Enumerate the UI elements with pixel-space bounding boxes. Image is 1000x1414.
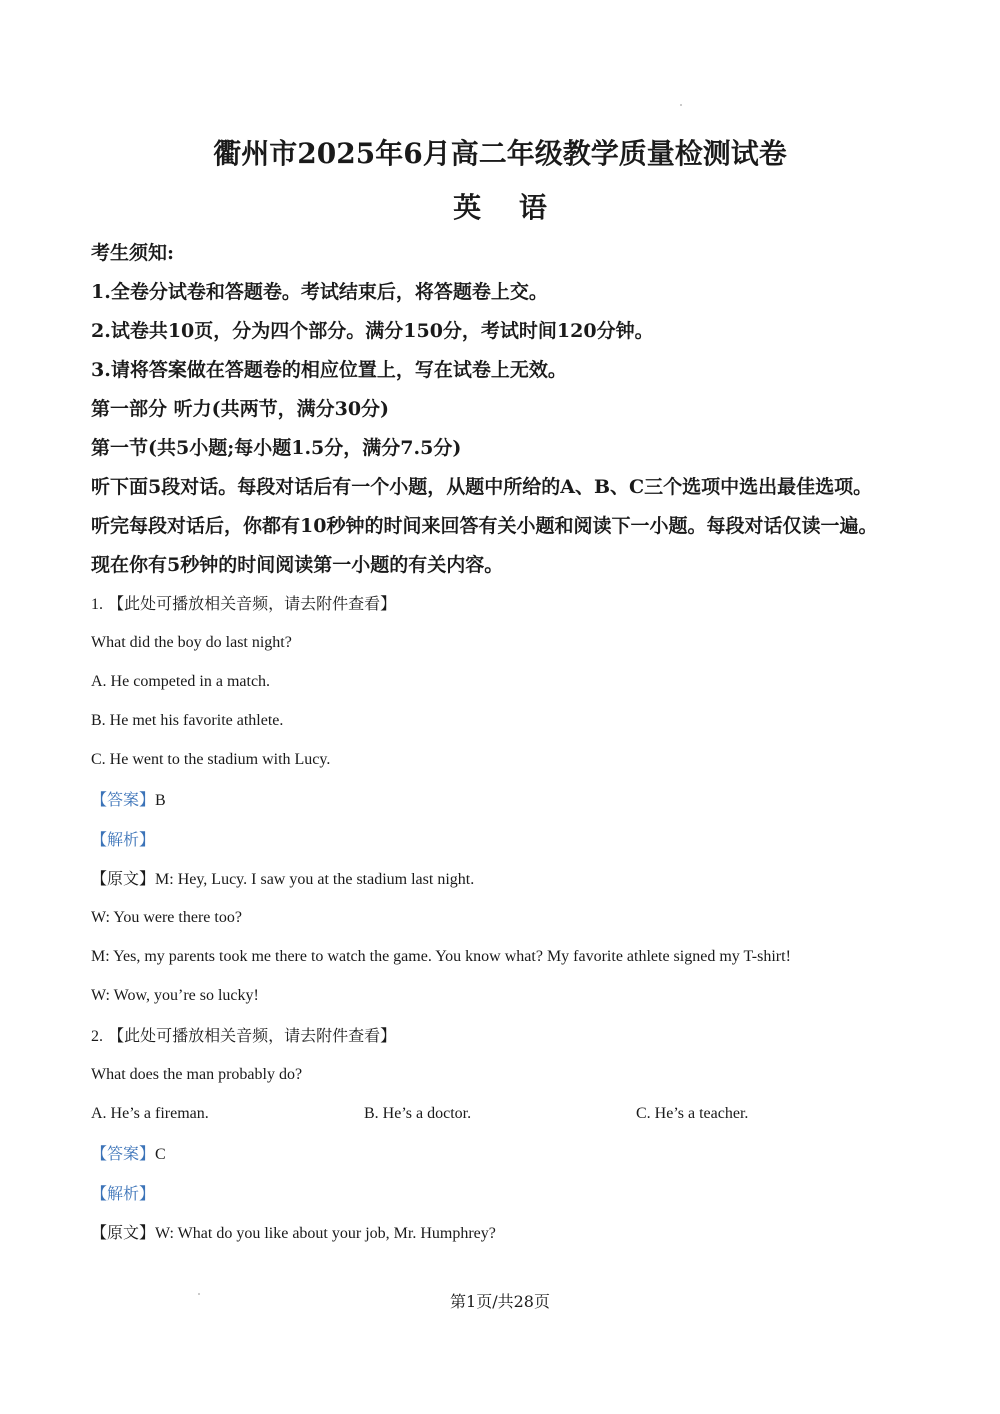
q2-option-c: C. He’s a teacher. bbox=[636, 1105, 749, 1122]
notice-item-1: 1.全卷分试卷和答题卷。考试结束后，将答题卷上交。 bbox=[91, 281, 548, 303]
q2-option-b: B. He’s a doctor. bbox=[364, 1105, 472, 1122]
q1-transcript-1 bbox=[91, 867, 474, 892]
q2-transcript-1 bbox=[91, 1221, 496, 1246]
q2-header bbox=[91, 1024, 396, 1049]
exam-subject: 英 语 bbox=[453, 191, 561, 224]
q2-number: 2. bbox=[91, 1028, 103, 1045]
q1-option-a: A. He competed in a match. bbox=[91, 673, 271, 690]
q1-answer-value: B bbox=[155, 792, 166, 809]
q2-transcript-line: W: What do you like about your job, Mr. Humphrey? bbox=[155, 1225, 496, 1242]
q1-header bbox=[91, 592, 396, 617]
q1-answer bbox=[91, 788, 166, 813]
q1-option-b: B. He met his favorite athlete. bbox=[91, 712, 284, 729]
section-part-heading: 第一部分 听力(共两节，满分30分) bbox=[91, 398, 390, 420]
q1-transcript-label: 【原文】 bbox=[91, 869, 156, 888]
page-footer: 第1页/共28页 bbox=[450, 1292, 550, 1311]
notice-item-2: 2.试卷共10页，分为四个部分。满分150分，考试时间120分钟。 bbox=[91, 320, 654, 342]
section-subheading: 第一节(共5小题;每小题1.5分，满分7.5分) bbox=[91, 437, 462, 459]
q2-audio-link[interactable]: 【此处可播放相关音频，请去附件查看】 bbox=[108, 1026, 397, 1045]
instruction-line-1: 听下面5段对话。每段对话后有一个小题，从题中所给的A、B、C三个选项中选出最佳选项。 bbox=[91, 476, 873, 498]
q1-audio-link[interactable]: 【此处可播放相关音频，请去附件查看】 bbox=[108, 594, 397, 613]
q2-question: What does the man probably do? bbox=[91, 1066, 303, 1083]
q2-answer-value: C bbox=[155, 1146, 166, 1163]
q2-transcript-label: 【原文】 bbox=[91, 1223, 156, 1242]
q1-transcript-line: M: Hey, Lucy. I saw you at the stadium last night. bbox=[155, 871, 475, 888]
q2-answer-label: 【答案】 bbox=[91, 1144, 156, 1163]
instruction-line-2: 听完每段对话后，你都有10秒钟的时间来回答有关小题和阅读下一小题。每段对话仅读一遍。 bbox=[91, 515, 878, 537]
q1-transcript-4: W: Wow, you’re so lucky! bbox=[91, 987, 259, 1004]
exam-title: 衢州市2025年6月高二年级教学质量检测试卷 bbox=[213, 137, 787, 170]
notice-heading: 考生须知: bbox=[91, 242, 175, 264]
scan-speck bbox=[680, 104, 682, 106]
notice-item-3: 3.请将答案做在答题卷的相应位置上，写在试卷上无效。 bbox=[91, 359, 567, 381]
q2-analysis-label: 【解析】 bbox=[91, 1184, 156, 1203]
q1-transcript-2: W: You were there too? bbox=[91, 909, 242, 926]
q1-question: What did the boy do last night? bbox=[91, 634, 292, 651]
q1-analysis-label: 【解析】 bbox=[91, 830, 156, 849]
q1-transcript-3: M: Yes, my parents took me there to watch the game. You know what? My favorite athlete signed my T-shirt! bbox=[91, 948, 791, 965]
q2-option-a: A. He’s a fireman. bbox=[91, 1105, 209, 1122]
instruction-line-3: 现在你有5秒钟的时间阅读第一小题的有关内容。 bbox=[91, 554, 504, 576]
q1-option-c: C. He went to the stadium with Lucy. bbox=[91, 751, 331, 768]
q1-answer-label: 【答案】 bbox=[91, 790, 156, 809]
q1-number: 1. bbox=[91, 596, 103, 613]
q2-answer bbox=[91, 1142, 166, 1167]
